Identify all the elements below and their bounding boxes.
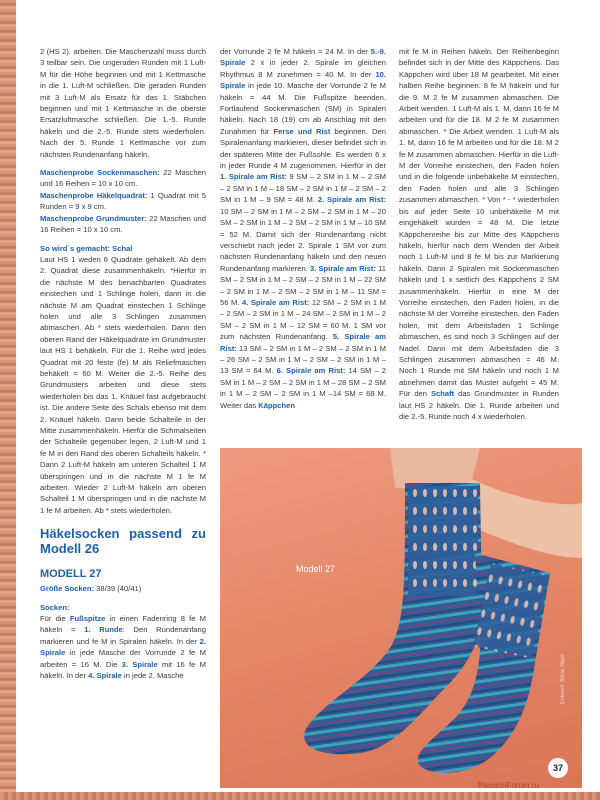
hand-shape xyxy=(390,448,480,488)
decorative-yarn-edge xyxy=(0,0,16,800)
size-value: 38/39 (40/41) xyxy=(94,584,142,594)
text-run: 13 SM – 2 SM in 1 M – 2 SM – 2 SM in 1 M – 26 SM – 2 SM in 1 M – 2 SM – 2 SM in 1 M – 13 SM = 64 M. xyxy=(220,343,386,376)
text-run: in jede Masche der Vorrunde 2 fe M arbeiten = 16 M. Die xyxy=(40,648,206,669)
keyword-spiral-5-9: 5.-9. Spirale xyxy=(220,47,386,68)
section-title: Häkelsocken passend zu Modell 26 xyxy=(40,526,206,557)
gauge-pattern-text: 22 Maschen und 16 Reihen = 10 x 10 cm. xyxy=(40,213,207,235)
keyword-spiral-4: 4. Spirale xyxy=(88,671,122,681)
text-run: 11 SM – 2 SM in 1 M – 2 SM – 2 SM in 1 M – 22 SM – 2 SM in 1 M – 2 SM – 2 SM in 1 M – 11 SM = 56 M. xyxy=(220,263,387,307)
text-run: mit 16 fe M häkeln. In der xyxy=(40,659,206,681)
gauge-socks-text: 22 Maschen und 16 Reihen = 10 x 10 cm. xyxy=(40,168,206,189)
model-title: MODELL 27 xyxy=(40,568,102,581)
keyword-spiral-10: 10. Spirale xyxy=(220,69,386,91)
text-column-2 xyxy=(220,46,386,418)
gauge-square xyxy=(40,190,206,213)
gauge-square-label: Maschenprobe Häkelquadrat: xyxy=(40,190,148,200)
keyword-round-1: 1. Runde xyxy=(84,625,123,635)
keyword-heel-instep: Ferse und Rist xyxy=(273,126,331,136)
keyword-cap: Käppchen xyxy=(258,400,295,410)
keyword-toe: Fußspitze xyxy=(69,614,106,624)
text-run: 10 SM – 2 SM in 1 M – 2 SM – 2 SM in 1 M – 20 SM – 2 SM in 1 M – 2 SM – 2 SM in 1 M – 10 SM = 52 M. Damit sich der Rundenanfang nicht verschiebt nach jeder 2. Spirale 1 SM vor zum nächsten Rundenanfang häkeln und den neuen Rundenanfang markieren. xyxy=(220,206,386,273)
text-run: der Vorrunde 2 fe M häkeln = 24 M. In der xyxy=(220,47,371,56)
socks-instructions xyxy=(40,602,206,682)
pattern-intro-paragraph: 2 (HS 2). arbeiten. Die Maschenzahl muss durch 3 teilbar sein. Die ungeraden Runden mit 1 Luft-M für die Höhe beginnen und mit 1 Kettmasche in die 1. Luft-M schließen. Die geraden Runden mit 3 Luft-M als Ersatz für das 1. Stäbchen beginnen und mit 1 Kettmasche in die oberste Ersatzluftmasche schließen. Die 1.-5. Runde häkeln und die 2.-5. Runde stets wiederholen. Nach der 5. Runde 1 Kettmasche vor zum nächsten Rundenanfang häkeln. xyxy=(40,47,206,159)
keyword-leg: Schaft xyxy=(430,389,455,399)
text-run: 2 x in jeder 2. Spirale im gleichen Rhythmus 8 M zunehmen = 40 M. In der xyxy=(220,58,386,79)
keyword-instep-1: 1. Spirale am Rist: xyxy=(220,172,287,182)
page-number: 37 xyxy=(548,758,568,778)
size-line xyxy=(40,583,206,594)
socks-instructions-continued xyxy=(220,46,386,411)
text-run: in jede 10. Masche der Vorrunde 2 fe M häkeln = 44 M. Die Fußspitze beenden. Fortlaufend Sockenmaschen (SM) in Spiralen häkeln. Nach 18 (19) cm ab Anschlag mit den Zunahmen für xyxy=(220,81,386,136)
keyword-spiral-3: 3. Spirale xyxy=(121,659,158,669)
keyword-instep-2: 2. Spirale am Rist: xyxy=(317,195,386,205)
scarf-instructions: Laut HS 1 weden 6 Quadrate gehäkelt. Ab dem 2. Quadrat diese zusammenhäkeln. *Hierfür in die nächste M des benachbarten Quadrates einstechen und 1 Schlinge holen, dann in die nächste M am Quadrat einstechen 1 Schlinge holen und alle 3 Schlingen zusammen abmaschen. Ab * stets wiederholen. Dann den oberen Rand der Häkelquadrate im Grundmuster laut HS 1 behäkeln. Für die 1. Reihe wird jedes Quadrat mit 20 feste (fe) M als Reliefmaschen behäkelt = 60 M. Weiter die 2.-5. Reihe des Grundmusters arbeiten und diese stets wiederholen bis das 1. Knäuel fast aufgebraucht ist. Die andere Seite des Schals ebenso mit dem 2. Knäuel häkeln. Dann beide Schalteile in der Mitte zusammenhäkeln. Hierfür die Schmalseiten der Schalteile gegenüber legen, 2 Luft-M und 1 fe M in den Rand des oberen Schalteils häkeln. * Dann 2 Luft-M häkeln am unteren Schalteil 1 M überspringen und in die nächste M 1 fe M arbeiten. Wieder 2 Luft-M häkeln am oberen Schalteil 1 M überspringen und in die nächste M 1 fe M arbeiten. Ab * stets wiederholen. xyxy=(40,254,206,515)
text-column-3 xyxy=(399,46,559,429)
gauge-socks-label: Maschenprobe Sockenmaschen: xyxy=(40,168,160,178)
gauge-square-text: 1 Quadrat mit 5 Runden = 9 x 9 cm. xyxy=(40,190,206,212)
keyword-instep-3: 3. Spirale am Rist: xyxy=(310,263,376,273)
text-run: das Grundmuster in Runden laut HS 2 häkeln. Die 1. Runde arbeiten und die 2.-5. Runde noch 4 x wiederholen. xyxy=(399,389,560,421)
text-run: Für die xyxy=(40,614,70,624)
text-run: in einen Fadenring 8 fe M häkeln = xyxy=(40,614,206,635)
text-run: : Den Rundenanfang markieren und fe M in Spiralen häkeln. In der xyxy=(40,625,206,646)
design-credit: Entwurf: Silvia Jäger xyxy=(560,653,566,704)
text-run: mit fe M in Reihen häkeln. Der Reihenbeginn befindet sich in der Mitte des Käppchens. Das Käppchen wird über 18 M gearbeitet. Mit einer halben Reihe beginnen: 8 fe M häkeln und für die 9. M 2 fe M zusammen abmaschen. Die Arbeit wenden. 1 Luft-M als 1. M, dann 16 fe M arbeiten und für die 18. M 2 fe M zusammen abmaschen. * Die Arbeit wenden. 1 Luft-M als 1. M, dann 16 fe M arbeiten und für die 18. M 2 fe M zusammen abmaschen. Hierfür in die Luft-M der Vorreihe einstechen, den Faden holen und in die folgende unbehäkelte M einstechen, den Faden holen und alle 3 Schlingen zusammen abmaschen. * Von * - * wiederholen bis auf jeder Seite 10 unbehäkelte M mit eingehäkelt wurden = 48 M. Die letzte Käppchenreihe bis zur Mitte des Käppchens häkeln, hierfür nach dem Wenden der Arbeit noch 1 Luft-M und 8 fe M bis zur Markierung häkeln. Dann 2 Spiralen mit Sockenmaschen häkeln und 1 x seitlich des Käppchens 2 SM zusammenhäkeln. Hierfür in eine M der Vorreihe einstechen, den Faden holen, in die nächste M der Vorreihe einstechen, den Faden holen, mit dem Arbeitsfaden 1 Schlinge abmaschen, es sind noch 3 Schlingen auf der Nadel. Dann mit dem Arbeitsfaden die 3 Schlingen zusammen abmaschen = 46 M. Noch 1 Runde mit SM häkeln und noch 1 M abnehmen damit das Muster aufgeht = 45 M. Für den xyxy=(399,47,559,399)
gauge-pattern-label: Maschenprobe Grundmuster: xyxy=(40,213,147,223)
text-run: 9 SM – 2 SM in 1 M – 2 SM – 2 SM in 1 M – 18 SM – 2 SM in 1 M – 2 SM – 2 SM in 1 M – 9 SM = 48 M. xyxy=(220,172,386,205)
left-sock-lace-panel xyxy=(408,486,478,596)
hand-right-shape xyxy=(470,478,582,558)
heel-cap-instructions xyxy=(399,46,559,422)
model-photo-label: Modell 27 xyxy=(296,564,336,574)
scarf-heading: So wird`s gemacht: Schal xyxy=(40,243,133,253)
keyword-instep-6: 6. Spirale am Rist: xyxy=(276,366,346,376)
text-run: in jede 2. Masche xyxy=(121,671,184,681)
keyword-instep-5: 5. Spirale am Rist: xyxy=(220,332,386,353)
gauge-socks xyxy=(40,167,206,190)
decorative-yarn-bottom-edge xyxy=(0,792,600,800)
socks-heading: Socken: xyxy=(40,602,70,612)
size-label: Größe Socken: xyxy=(40,584,95,594)
socks-illustration xyxy=(220,448,582,788)
watermark: PassionForum.ru xyxy=(478,781,539,790)
socks-photo xyxy=(220,448,582,788)
scarf-section xyxy=(40,243,206,517)
text-run: beginnen. Den Spiralenanfang markieren, dieser befindet sich in der späteren Mitte der Fußsohle. Es werden 6 x in jeder Runde 4 M zugenommen. Hierfür in der xyxy=(220,126,386,171)
text-column-1 xyxy=(40,46,206,689)
keyword-spiral-2: 2. Spirale xyxy=(40,636,206,658)
keyword-instep-4: 4. Spirale am Rist: xyxy=(242,297,310,307)
text-run: 14 SM – 2 SM in 1 M – 2 SM – 2 SM in 1 M – 28 SM – 2 SM in 1 M – 2 SM – 2 SM in 1 M –14 SM = 68 M. Weiter das xyxy=(220,366,387,410)
text-run: 12 SM – 2 SM in 1 M – 2 SM – 2 SM in 1 M – 24 SM – 2 SM in 1 M – 2 SM – 2 SM in 1 M – 12 SM = 60 M. 1 SM vor zum nächsten Rundenanfang. xyxy=(220,297,386,342)
gauge-pattern xyxy=(40,213,206,236)
